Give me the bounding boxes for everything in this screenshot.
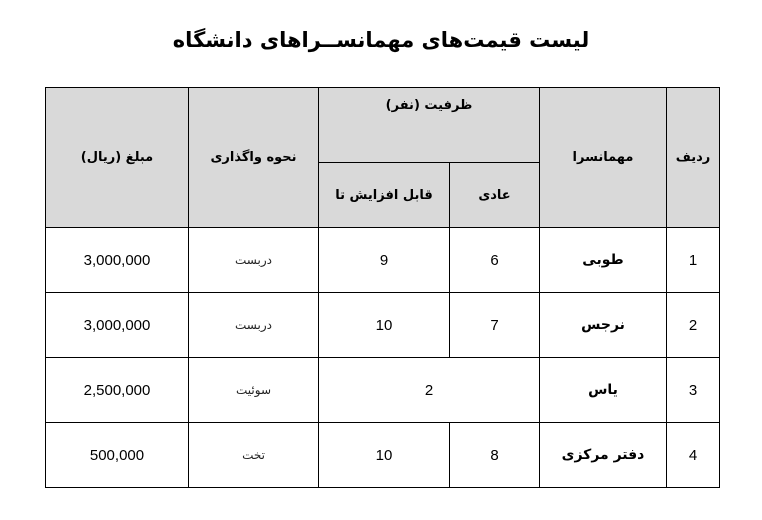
header-normal: عادی bbox=[450, 163, 540, 228]
row-number: 4 bbox=[667, 423, 720, 488]
capacity-expandable: 10 bbox=[319, 423, 450, 488]
row-number: 3 bbox=[667, 358, 720, 423]
assignment-type: تخت bbox=[189, 423, 319, 488]
header-capacity: ظرفیت (نفر) bbox=[319, 88, 540, 163]
table-row bbox=[46, 293, 720, 358]
assignment-type: دربست bbox=[189, 228, 319, 293]
row-number: 2 bbox=[667, 293, 720, 358]
capacity-expandable: 10 bbox=[319, 293, 450, 358]
table-row bbox=[46, 358, 720, 423]
price-table bbox=[45, 87, 720, 488]
price-value: 3,000,000 bbox=[46, 228, 189, 293]
capacity-normal: 6 bbox=[450, 228, 540, 293]
header-expandable: قابل افزایش تا bbox=[319, 163, 450, 228]
table-row bbox=[46, 228, 720, 293]
table-row bbox=[46, 423, 720, 488]
capacity-normal: 8 bbox=[450, 423, 540, 488]
capacity-expandable: 9 bbox=[319, 228, 450, 293]
row-number: 1 bbox=[667, 228, 720, 293]
guesthouse-name: نرجس bbox=[540, 293, 667, 358]
assignment-type: سوئیت bbox=[189, 358, 319, 423]
price-value: 3,000,000 bbox=[46, 293, 189, 358]
price-value: 500,000 bbox=[46, 423, 189, 488]
guesthouse-name: یاس bbox=[540, 358, 667, 423]
header-price: مبلغ (ریال) bbox=[46, 88, 189, 228]
guesthouse-name: دفتر مرکزی bbox=[540, 423, 667, 488]
capacity-total: 2 bbox=[319, 358, 540, 423]
header-assignment: نحوه واگذاری bbox=[189, 88, 319, 228]
header-guesthouse: مهمانسرا bbox=[540, 88, 667, 228]
assignment-type: دربست bbox=[189, 293, 319, 358]
header-row bbox=[46, 88, 720, 163]
price-value: 2,500,000 bbox=[46, 358, 189, 423]
page-title: لیست قیمت‌های مهمانســراهای دانشگاه bbox=[172, 28, 590, 52]
capacity-normal: 7 bbox=[450, 293, 540, 358]
guesthouse-name: طوبی bbox=[540, 228, 667, 293]
header-row-number: ردیف bbox=[667, 88, 720, 228]
